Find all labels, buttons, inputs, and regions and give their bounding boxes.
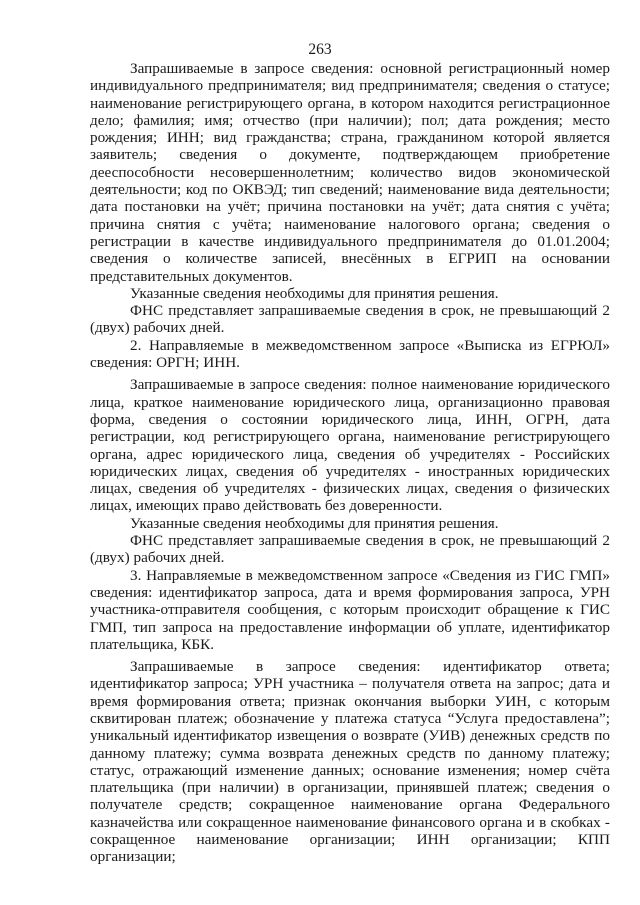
- paragraph-decision-note: Указанные сведения необходимы для принятия решения.: [130, 284, 499, 302]
- paragraph-egrul-requested-data: Запрашиваемые в запросе сведения: полное наименование юридического лица, краткое наименование юридического лица, организационно правовая форма, сведения о состоянии юридического лица, ИНН, ОГРН, дата регистрации, код регистрирующего органа, наименование регистрирующего органа, адрес юридического лица, сведения об учредителях - Российских юридических лицах, сведения об учредителях - иностранных юридических лицах, сведения об учредителях - физических лицах, сведения о физических лицах, имеющих право действовать без доверенности.: [90, 376, 610, 515]
- paragraph-ip-requested-data: Запрашиваемые в запросе сведения: основной регистрационный номер индивидуального предпринимателя; вид предпринимателя; сведения о статусе; наименование регистрирующего органа, в котором находится регистрационное дело; фамилия; имя; отчество (при наличии); пол; дата рождения; место рождения; ИНН; вид гражданства; страна, гражданином которой является заявитель; сведения о документе, подтверждающем приобретение дееспособности несовершеннолетним; количество видов экономической деятельности; код по ОКВЭД; тип сведений; наименование вида деятельности; дата постановки на учёт; причина постановки на учёт; дата снятия с учёта; причина снятия с учёта; наименование налогового органа; сведения о регистрации в качестве индивидуального предпринимателя до 01.01.2004; сведения о количестве записей, внесённых в ЕГРИП на основании представительных документов.: [90, 60, 610, 285]
- paragraph-fns-deadline: ФНС представляет запрашиваемые сведения в срок, не превышающий 2 (двух) рабочих дней.: [90, 302, 610, 337]
- document-body: [90, 60, 610, 866]
- paragraph-gis-gmp-requested-data: Запрашиваемые в запросе сведения: идентификатор ответа; идентификатор запроса; УРН участника – получателя ответа на запрос; дата и время формирования ответа; признак окончания выборки УИН, с которым сквитирован платеж; обозначение у платежа статуса “Услуга предоставлена”; уникальный идентификатор извещения о возврате (УИВ) денежных средств по данному платежу; сумма возврата денежных средств по данному платежу; статус, отражающий изменение данных; основание изменения; номер счёта плательщика (при наличии) в организации, принявшей платеж; сведения о получателе средств; сокращенное наименование органа Федерального казначейства или сокращенное наименование финансового органа и в скобках - сокращенное наименование организации; ИНН организации; КПП организации;: [90, 658, 610, 866]
- paragraph-gis-gmp-request: 3. Направляемые в межведомственном запросе «Сведения из ГИС ГМП» сведения: идентификатор запроса, дата и время формирования запроса, УРН участника-отправителя сообщения, с которым происходит обращение к ГИС ГМП, тип запроса на предоставление информации об уплате, идентификатор плательщика, КБК.: [90, 566, 610, 653]
- paragraph-decision-note: Указанные сведения необходимы для принятия решения.: [130, 514, 499, 532]
- paragraph-fns-deadline: ФНС представляет запрашиваемые сведения в срок, не превышающий 2 (двух) рабочих дней.: [90, 532, 610, 567]
- paragraph-egrul-request: 2. Направляемые в межведомственном запросе «Выписка из ЕГРЮЛ» сведения: ОРГН; ИНН.: [90, 336, 610, 372]
- page-number: 263: [308, 41, 332, 58]
